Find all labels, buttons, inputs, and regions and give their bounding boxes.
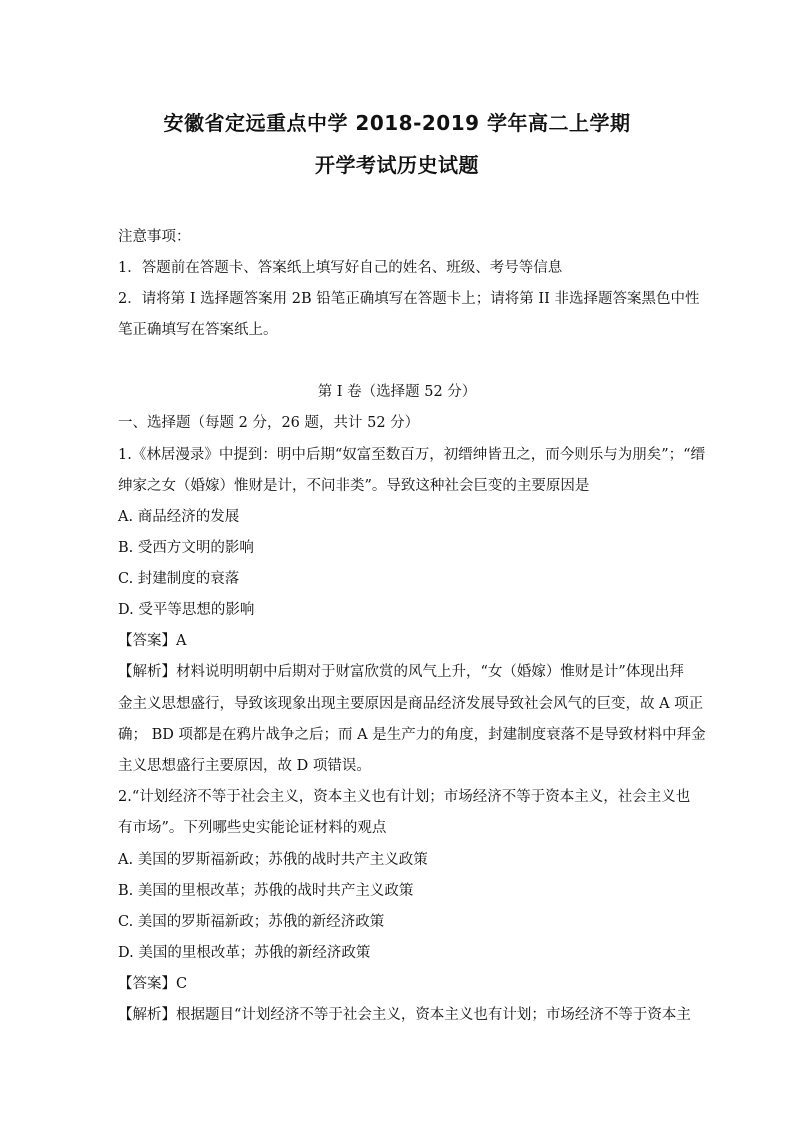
notice-item-2-line2: 笔正确填写在答案纸上。 xyxy=(118,322,278,338)
part-title: 一、选择题（每题 2 分，26 题，共计 52 分） xyxy=(118,415,420,431)
document-title-line2: 开学考试历史试题 xyxy=(315,153,479,177)
q1-option-a: A. 商品经济的发展 xyxy=(118,509,240,525)
q2-option-c: C. 美国的罗斯福新政；苏俄的新经济政策 xyxy=(118,914,385,930)
q2-option-d: D. 美国的里根改革；苏俄的新经济政策 xyxy=(118,945,371,961)
q1-analysis-line4: 主义思想盛行主要原因，故 D 项错误。 xyxy=(118,758,371,774)
q2-answer: 【答案】C xyxy=(118,976,188,992)
notice-item-2-line1: 2．请将第 I 选择题答案用 2B 铅笔正确填写在答题卡上；请将第 II 非选择题答案黑色中性 xyxy=(118,291,700,307)
q1-analysis-line3: 确； BD 项都是在鸦片战争之后；而 A 是生产力的角度，封建制度衰落不是导致材料中拜金 xyxy=(118,727,706,743)
notice-heading: 注意事项： xyxy=(118,229,191,245)
q2-option-b: B. 美国的里根改革；苏俄的战时共产主义政策 xyxy=(118,883,414,899)
q1-analysis-line2: 金主义思想盛行，导致该现象出现主要原因是商品经济发展导致社会风气的巨变，故 A 项正 xyxy=(118,696,704,712)
q1-option-c: C. 封建制度的衰落 xyxy=(118,571,240,587)
q1-stem-line1: 1.《林居漫录》中提到：明中后期“奴富至数百万，初缙绅皆丑之，而今则乐与为朋矣”；“缙 xyxy=(118,447,706,463)
q1-stem-line2: 绅家之女（婚嫁）惟财是计，不问非类”。导致这种社会巨变的主要原因是 xyxy=(118,478,590,494)
q2-stem-line2: 有市场”。下列哪些史实能论证材料的观点 xyxy=(118,820,387,836)
q2-option-a: A. 美国的罗斯福新政；苏俄的战时共产主义政策 xyxy=(118,852,428,868)
notice-item-1: 1．答题前在答题卡、答案纸上填写好自己的姓名、班级、考号等信息 xyxy=(118,260,563,276)
q1-option-d: D. 受平等思想的影响 xyxy=(118,602,255,618)
q2-stem-line1: 2.“计划经济不等于社会主义，资本主义也有计划；市场经济不等于资本主义，社会主义也 xyxy=(118,789,691,805)
q2-analysis-line1: 【解析】根据题目“计划经济不等于社会主义，资本主义也有计划；市场经济不等于资本主 xyxy=(118,1007,691,1023)
q1-analysis-line1: 【解析】材料说明明朝中后期对于财富欣赏的风气上升，“女（婚嫁）惟财是计”体现出拜 xyxy=(118,664,684,680)
q1-option-b: B. 受西方文明的影响 xyxy=(118,540,254,556)
section-title: 第 I 卷（选择题 52 分） xyxy=(317,384,477,400)
q1-answer: 【答案】A xyxy=(118,633,187,649)
document-title-line1: 安徽省定远重点中学 2018-2019 学年高二上学期 xyxy=(163,111,631,135)
